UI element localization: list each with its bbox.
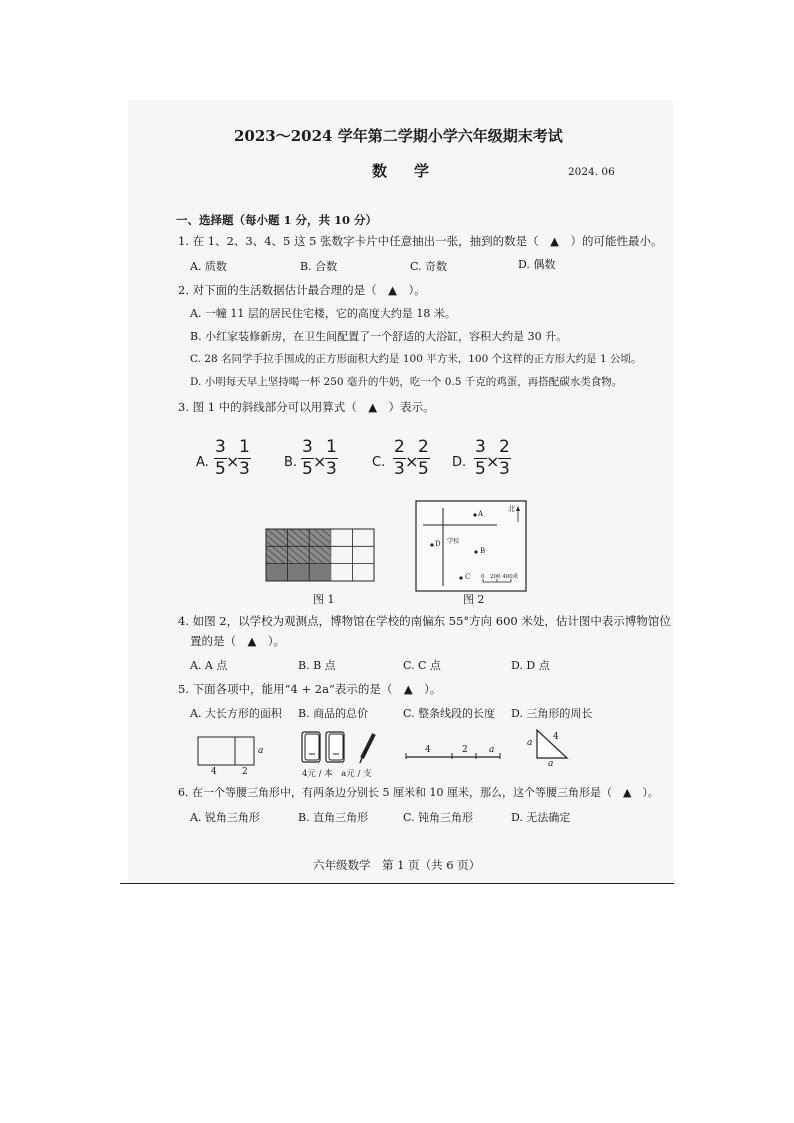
q1-option-c: C. 奇数	[410, 260, 448, 273]
map-point-d: D	[435, 540, 441, 548]
pen-icon	[360, 734, 374, 763]
question-5: 5. 下面各项中，能用“4 + 2a”表示的是（ ▲ ）。	[178, 682, 442, 696]
q3-b-fraction-2	[325, 439, 338, 478]
question-2: 2. 对下面的生活数据估计最合理的是（ ▲ ）。	[178, 283, 426, 297]
q2-option-d: D. 小明每天早上坚持喝一杯 250 毫升的牛奶，吃一个 0.5 千克的鸡蛋，再搭配碳水类食物。	[190, 376, 623, 388]
times-sign: ×	[405, 452, 419, 471]
q5-d-side-right: 4	[553, 732, 559, 742]
q3-c-fraction-2	[417, 439, 430, 478]
q2-option-c: C. 28 名同学手拉手围成的正方形面积大约是 100 平方米，100 个这样的正方形大约是 1 公顷。	[190, 353, 642, 365]
denominator: 5	[475, 459, 486, 479]
numerator: 2	[499, 437, 510, 457]
numerator: 3	[215, 437, 226, 457]
q3-a-fraction-1	[214, 439, 227, 478]
numerator: 3	[302, 437, 313, 457]
q3-a-fraction-2	[238, 439, 251, 478]
q3-option-d-label: D.	[452, 455, 467, 470]
exam-title: 2023～2024 学年第二学期小学六年级期末考试	[234, 127, 563, 145]
denominator: 3	[499, 459, 510, 479]
question-6: 6. 在一个等腰三角形中，有两条边分别长 5 厘米和 10 厘米，那么，这个等腰三角形是（ ▲ ）。	[178, 786, 659, 799]
q5-a-height: a	[258, 746, 264, 756]
book-icon	[302, 732, 320, 762]
q3-d-fraction-2	[498, 439, 511, 478]
q2-option-a: A. 一幢 11 层的居民住宅楼，它的高度大约是 18 米。	[190, 307, 456, 320]
q5-option-d: D. 三角形的周长	[511, 707, 593, 720]
q5-option-c: C. 整条线段的长度	[403, 707, 496, 720]
q5-d-side-bottom: a	[548, 759, 554, 769]
question-1: 1. 在 1、2、3、4、5 这 5 张数字卡片中任意抽出一张，抽到的数是（ ▲ ）的可能性最小。	[178, 234, 663, 248]
q2-option-b: B. 小红家装修新房，在卫生间配置了一个舒适的大浴缸，容积大约是 30 升。	[190, 330, 568, 343]
numerator: 1	[239, 437, 250, 457]
map-point-c: C	[465, 573, 471, 581]
map-school-label: 学校	[447, 538, 460, 545]
figure-2-caption: 图 2	[463, 593, 485, 606]
map-north-label: 北	[508, 505, 515, 513]
q6-option-a: A. 锐角三角形	[190, 811, 260, 824]
denominator: 5	[302, 459, 313, 479]
map-scale: 0 200 400米	[481, 574, 519, 580]
q6-option-c: C. 钝角三角形	[403, 811, 474, 824]
denominator: 5	[418, 459, 429, 479]
q3-option-c-label: C.	[372, 455, 386, 470]
q5-d-side-left: a	[527, 738, 533, 748]
q4-option-b: B. B 点	[298, 659, 336, 672]
denominator: 3	[394, 459, 405, 479]
book-icon	[326, 732, 344, 762]
denominator: 5	[215, 459, 226, 479]
q1-option-b: B. 合数	[300, 260, 338, 273]
figure-1-caption: 图 1	[313, 593, 335, 606]
q5-option-b: B. 商品的总价	[298, 707, 369, 720]
q5-figure-a-rectangle	[197, 736, 255, 766]
times-sign: ×	[486, 452, 500, 471]
page-footer: 六年级数学 第 1 页（共 6 页）	[313, 858, 481, 872]
times-sign: ×	[226, 452, 240, 471]
numerator: 3	[475, 437, 486, 457]
page-bottom-rule	[120, 883, 674, 884]
numerator: 2	[418, 437, 429, 457]
q6-option-b: B. 直角三角形	[298, 811, 369, 824]
q5-figure-d-triangle	[533, 728, 569, 760]
denominator: 3	[239, 459, 250, 479]
q5-figure-c-segment	[405, 748, 501, 760]
map-point-b: B	[480, 547, 486, 555]
q5-a-width-1: 4	[211, 767, 217, 777]
q5-a-width-2: 2	[242, 767, 248, 777]
q6-option-d: D. 无法确定	[511, 811, 571, 824]
q5-c-seg-1: 4	[425, 745, 431, 755]
q5-option-a: A. 大长方形的面积	[190, 707, 282, 720]
q5-c-seg-2: 2	[462, 745, 468, 755]
q3-option-b-label: B.	[284, 455, 298, 470]
map-point-a: A	[478, 510, 484, 518]
numerator: 2	[394, 437, 405, 457]
q1-option-a: A. 质数	[190, 260, 227, 273]
q5-b-prices: 4元 / 本 a元 / 支	[302, 769, 372, 779]
q4-option-c: C. C 点	[403, 659, 441, 672]
q3-d-fraction-1	[474, 439, 487, 478]
q3-option-a-label: A.	[196, 455, 209, 470]
q3-c-fraction-1	[393, 439, 406, 478]
subject-title: 数 学	[372, 162, 436, 180]
q4-option-d: D. D 点	[511, 659, 550, 672]
question-3: 3. 图 1 中的斜线部分可以用算式（ ▲ ）表示。	[178, 400, 435, 414]
q1-option-d: D. 偶数	[518, 258, 556, 271]
q5-figure-b-goods	[300, 728, 380, 766]
q4-option-a: A. A 点	[190, 659, 228, 672]
q5-c-seg-3: a	[489, 745, 495, 755]
question-4-line1: 4. 如图 2，以学校为观测点，博物馆在学校的南偏东 55°方向 600 米处，估计图中表示博物馆位	[178, 614, 671, 628]
question-4-line2: 置的是（ ▲ ）。	[190, 634, 286, 648]
denominator: 3	[326, 459, 337, 479]
figure-1-grid	[264, 527, 376, 583]
times-sign: ×	[313, 452, 327, 471]
exam-date: 2024. 06	[568, 166, 615, 178]
numerator: 1	[326, 437, 337, 457]
section-heading: 一、选择题（每小题 1 分，共 10 分）	[176, 213, 378, 227]
q3-b-fraction-1	[301, 439, 314, 478]
